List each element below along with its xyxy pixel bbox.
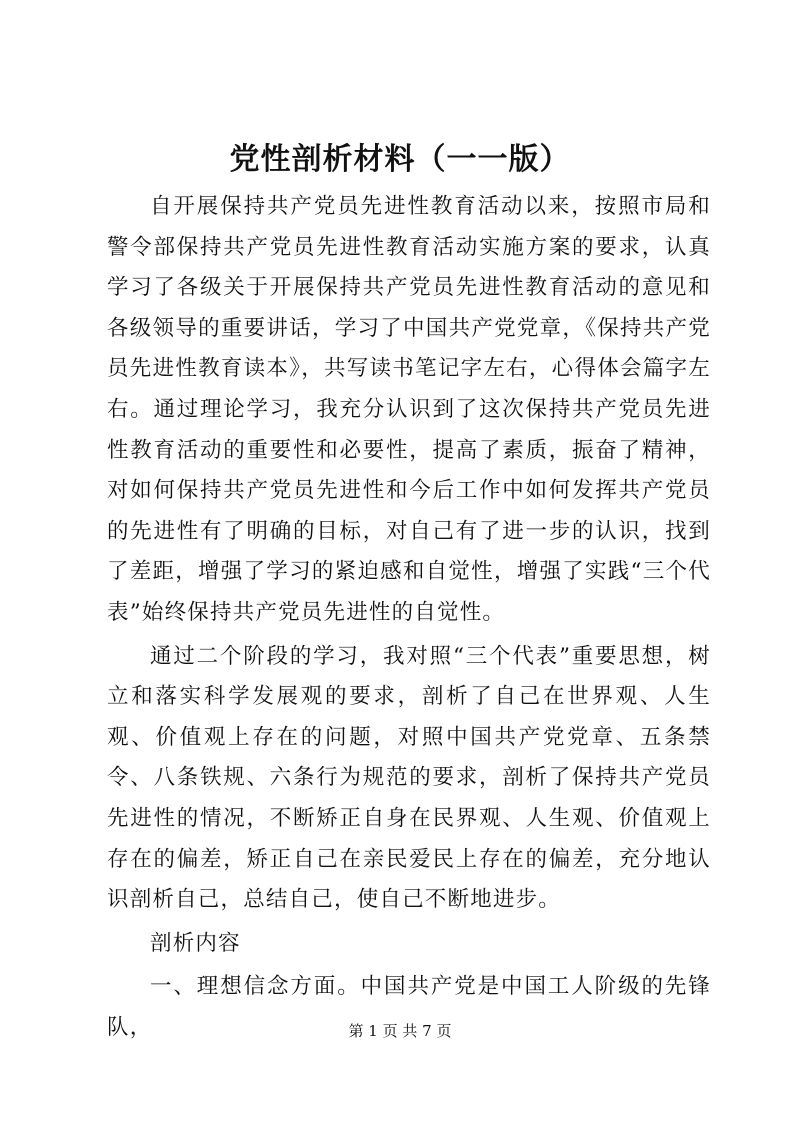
page-footer: [0, 1020, 800, 1042]
document-body: [107, 187, 711, 1048]
paragraph-intro: 自开展保持共产党员先进性教育活动以来，按照市局和警令部保持共产党员先进性教育活动实施方案的要求，认真学习了各级关于开展保持共产党员先进性教育活动的意见和各级领导的重要讲话，学习了中国共产党党章，《保持共产党员先进性教育读本》，共写读书笔记字左右，心得体会篇字左右。通过理论学习，我充分认识到了这次保持共产党员先进性教育活动的重要性和必要性，提高了素质，振奋了精神，对如何保持共产党员先进性和今后工作中如何发挥共产党员的先进性有了明确的目标，对自己有了进一步的认识，找到了差距，增强了学习的紧迫感和自觉性，增强了实践“三个代表”始终保持共产党员先进性的自觉性。: [107, 194, 711, 625]
page-number: 第 1 页 共 7 页: [348, 1022, 452, 1040]
paragraph-analysis: 通过二个阶段的学习，我对照“三个代表”重要思想，树立和落实科学发展观的要求，剖析了自己在世界观、人生观、价值观上存在的问题，对照中国共产党党章、五条禁令、八条铁规、六条行为规范的要求，剖析了保持共产党员先进性的情况，不断矫正自身在民界观、人生观、价值观上存在的偏差，矫正自己在亲民爱民上存在的偏差，充分地认识剖析自己，总结自己，使自己不断地进步。: [107, 643, 711, 913]
section-heading: 剖析内容: [150, 930, 241, 956]
document-title: 党性剖析材料（一一版）: [229, 142, 571, 177]
paragraph-ideals: 一、理想信念方面。中国共产党是中国工人阶级的先锋队，: [107, 974, 711, 1040]
